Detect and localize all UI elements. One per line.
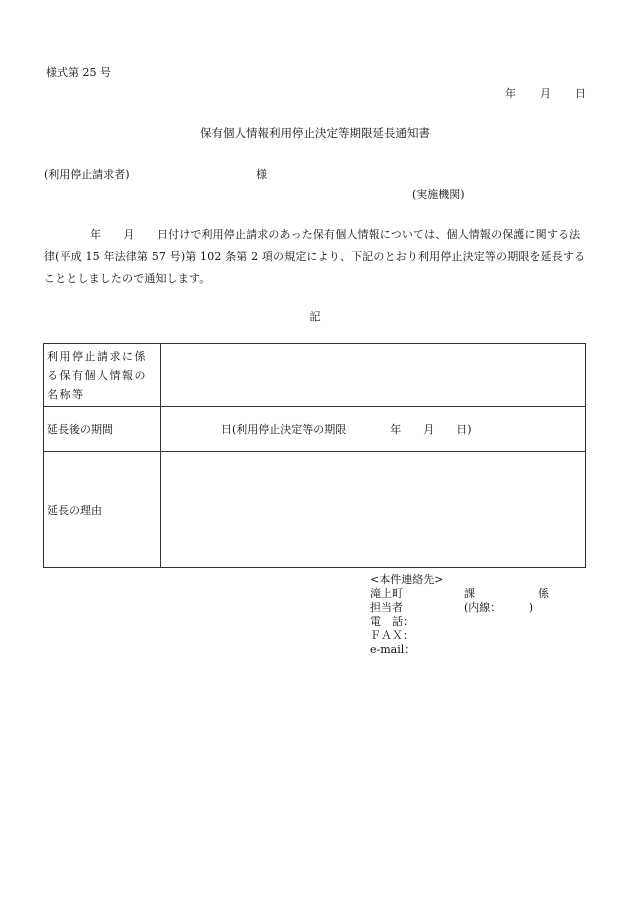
contact-fax-label: ＦＡＸ：: [370, 629, 414, 642]
contact-email-label: e-mail：: [370, 643, 416, 656]
extended-period-label: 延長後の期間: [44, 407, 161, 452]
requester-honorific: 様: [256, 168, 267, 181]
extended-period-value: 日(利用停止決定等の期限 年 月 日): [161, 407, 586, 452]
document-title: 保有個人情報利用停止決定等期限延長通知書: [200, 126, 430, 140]
table-row: [44, 344, 586, 407]
extension-reason-value: [161, 452, 586, 568]
date-month: 月: [540, 87, 551, 100]
info-name-label: 利用停止請求に係る保有個人情報の名称等: [44, 344, 161, 407]
issue-date: [505, 87, 586, 101]
contact-office-row: [370, 587, 549, 601]
contact-extension-label: (内線： ): [464, 601, 534, 614]
contact-block: [370, 573, 549, 657]
contact-office: 滝上町: [370, 587, 403, 600]
contact-phone-label: 電 話：: [370, 615, 414, 628]
table-row: [44, 452, 586, 568]
extension-details-table: [43, 343, 586, 568]
contact-person-row: [370, 601, 549, 615]
contact-section: 課: [464, 587, 475, 600]
notice-body-text: 年 月 日付けで利用停止請求のあった保有個人情報については、個人情報の保護に関する法律(平成 15 年法律第 57 号)第 102 条第 2 項の規定により、下記のとおり利用停止決定等の期限を延長することとしましたので通知します。: [44, 228, 586, 285]
date-year: 年: [505, 87, 516, 100]
extension-reason-label: 延長の理由: [44, 452, 161, 568]
requester-label: (利用停止請求者): [44, 168, 130, 181]
ki-heading: 記: [309, 310, 321, 323]
contact-unit: 係: [538, 587, 549, 600]
contact-heading: <本件連絡先>: [370, 573, 444, 586]
date-day: 日: [575, 87, 586, 100]
info-name-value: [161, 344, 586, 407]
notice-body: [44, 224, 586, 290]
implementing-agency: (実施機関): [412, 188, 465, 201]
form-number: 様式第 25 号: [46, 66, 111, 79]
table-row: [44, 407, 586, 452]
contact-person-label: 担当者: [370, 601, 403, 614]
